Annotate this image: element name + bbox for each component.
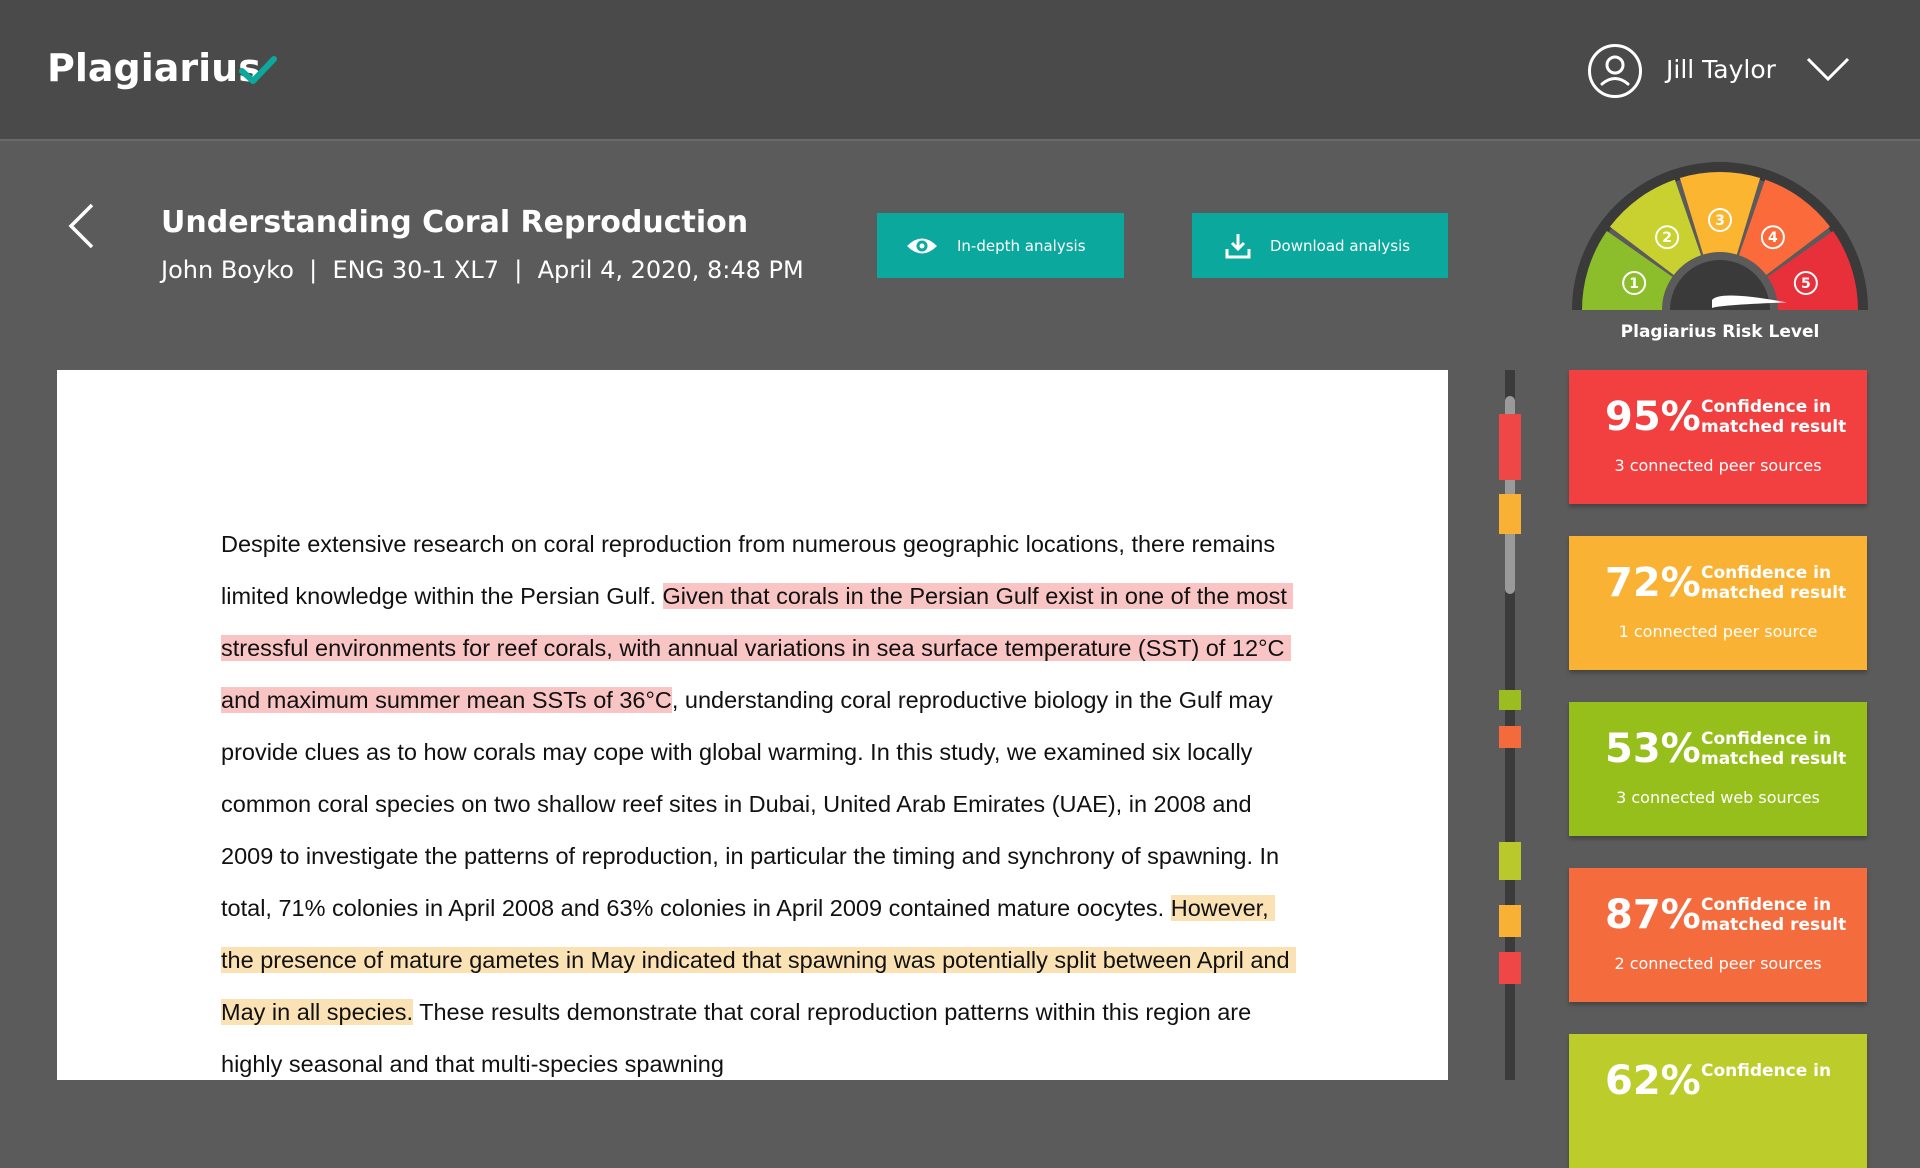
match-card[interactable] — [1569, 702, 1867, 836]
download-icon — [1224, 232, 1252, 260]
match-card[interactable] — [1569, 1034, 1867, 1168]
match-confidence-value: 95% — [1605, 394, 1701, 440]
match-source-count: 3 connected web sources — [1616, 788, 1820, 807]
match-confidence-label: Confidence in matched result — [1701, 397, 1847, 437]
match-marker[interactable] — [1499, 414, 1521, 480]
match-confidence-label: Confidence in matched result — [1701, 563, 1847, 603]
text-segment: , understanding coral reproductive biology in the Gulf may provide clues as to how corals may cope with global warming. In this study, we examined six locally common coral species on two shallow reef sites in Dubai, United Arab Emirates (UAE), in 2008 and 2009 to investigate the patterns of reproduction, in particular the timing and synchrony of spawning. In total, 71% colonies in April 2008 and 63% colonies in April 2009 contained mature oocytes. — [221, 687, 1286, 921]
gauge-level-number: 2 — [1662, 230, 1672, 247]
match-confidence-value: 87% — [1605, 892, 1701, 938]
chevron-down-icon[interactable] — [1806, 56, 1850, 82]
match-marker[interactable] — [1499, 952, 1521, 984]
match-confidence-label: Confidence in — [1701, 1061, 1832, 1081]
risk-level-label: Plagiarius Risk Level — [1620, 322, 1820, 342]
match-source-count: 3 connected peer sources — [1614, 456, 1822, 475]
match-marker[interactable] — [1499, 726, 1521, 748]
match-confidence-value: 62% — [1605, 1058, 1701, 1104]
highlight-red[interactable]: Given that corals in the Persian Gulf exist in one of the most stressful environments for reef corals, with annual variations in sea surface temperature (SST) of 12°C and maximum summer mean SSTs of 36°C — [221, 583, 1294, 713]
match-source-count: 1 connected peer source — [1618, 622, 1818, 641]
match-confidence-value: 53% — [1605, 726, 1701, 772]
gauge-level-number: 4 — [1768, 230, 1778, 247]
risk-level-gauge — [1570, 155, 1870, 315]
in-depth-analysis-label: In-depth analysis — [957, 236, 1086, 255]
checkmark-icon — [238, 50, 278, 90]
match-marker[interactable] — [1499, 842, 1521, 880]
text-segment: Despite extensive research on coral reproduction from numerous geographic locations, there remains limited knowledge within the Persian Gulf. — [221, 531, 1282, 609]
match-card[interactable] — [1569, 370, 1867, 504]
match-card[interactable] — [1569, 868, 1867, 1002]
gauge-level-number: 1 — [1629, 276, 1640, 293]
download-analysis-label: Download analysis — [1270, 236, 1411, 255]
match-marker[interactable] — [1499, 494, 1521, 534]
download-analysis-button[interactable] — [1192, 213, 1448, 278]
eye-icon — [905, 235, 939, 257]
gauge-level-number: 3 — [1715, 213, 1725, 229]
match-marker[interactable] — [1499, 905, 1521, 937]
match-confidence-label: Confidence in matched result — [1701, 895, 1847, 935]
document-title: Understanding Coral Reproduction — [161, 205, 749, 240]
highlight-yellow[interactable]: However, the presence of mature gametes in May indicated that spawning was potentially split between April and May in all species. — [221, 895, 1297, 1025]
back-arrow-icon[interactable] — [66, 202, 96, 250]
in-depth-analysis-button[interactable] — [877, 213, 1124, 278]
document-meta: John Boyko | ENG 30-1 XL7 | April 4, 2020, 8:48 PM — [161, 256, 804, 284]
text-segment: These results demonstrate that coral reproduction patterns within this region are highly seasonal and that multi-species spawning — [221, 999, 1258, 1077]
user-circle-icon[interactable] — [1587, 43, 1643, 99]
document-text — [221, 518, 1297, 1090]
match-card[interactable] — [1569, 536, 1867, 670]
brand-logo[interactable]: Plagiarius — [47, 46, 261, 90]
match-marker[interactable] — [1499, 690, 1521, 710]
user-name[interactable]: Jill Taylor — [1666, 55, 1776, 84]
match-confidence-value: 72% — [1605, 560, 1701, 606]
match-source-count: 2 connected peer sources — [1614, 954, 1822, 973]
gauge-level-number: 5 — [1800, 276, 1811, 293]
match-confidence-label: Confidence in matched result — [1701, 729, 1847, 769]
top-bar — [0, 0, 1920, 141]
